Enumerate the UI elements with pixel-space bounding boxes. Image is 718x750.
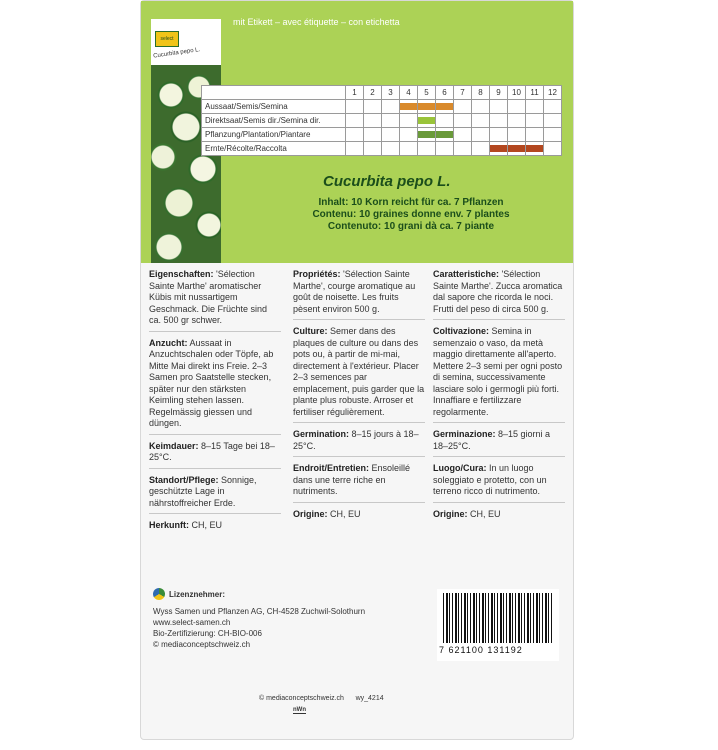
- calendar-cell: [508, 114, 526, 128]
- info-heading: Caratteristiche:: [433, 269, 500, 279]
- calendar-cell: [544, 128, 562, 142]
- calendar-cell: [508, 128, 526, 142]
- calendar-row-label: Pflanzung/Plantation/Piantare: [202, 128, 346, 142]
- contents-it: Contenuto: 10 grani dà ca. 7 piante: [327, 221, 495, 232]
- info-heading: Germination:: [293, 429, 350, 439]
- calendar-cell: [382, 114, 400, 128]
- info-heading: Standort/Pflege:: [149, 474, 219, 485]
- info-heading: Germinazione:: [433, 429, 496, 439]
- month-header: 12: [544, 86, 562, 100]
- calendar-cell: [490, 114, 508, 128]
- info-paragraph: [149, 475, 281, 515]
- licence-line3: Bio-Zertifizierung: CH-BIO-006: [153, 629, 262, 638]
- tag-plant-name: Cucurbita pepo L.: [152, 47, 201, 60]
- info-paragraph: [433, 509, 565, 525]
- calendar-cell: [454, 100, 472, 114]
- info-heading: Coltivazione:: [433, 326, 490, 336]
- calendar-cell: [544, 114, 562, 128]
- info-paragraph: [433, 269, 565, 320]
- sowing-calendar: [201, 85, 562, 156]
- calendar-cell: [364, 100, 382, 114]
- calendar-cell: [472, 114, 490, 128]
- info-paragraph: [149, 269, 281, 332]
- calendar-cell: [346, 114, 364, 128]
- calendar-cell: [454, 128, 472, 142]
- month-header: 4: [400, 86, 418, 100]
- licence-line1: Wyss Samen und Pflanzen AG, CH-4528 Zuchwil-Solothurn: [153, 607, 366, 616]
- calendar-row-label: Ernte/Récolte/Raccolta: [202, 142, 346, 156]
- column-german: [149, 269, 281, 542]
- info-text: CH, EU: [189, 520, 223, 530]
- calendar-cell: [364, 128, 382, 142]
- calendar-cell: [436, 128, 454, 142]
- info-text: 'Sélection Sainte Marthe', courge aromatique au goût de noisette. Les fruits pèsent environ 500 g.: [293, 269, 416, 314]
- info-text: CH, EU: [327, 508, 361, 519]
- info-paragraph: [293, 269, 425, 320]
- info-paragraph: [433, 326, 565, 423]
- calendar-cell: [526, 114, 544, 128]
- month-header: 11: [526, 86, 544, 100]
- calendar-bar: [436, 103, 453, 110]
- calendar-cell: [490, 142, 508, 156]
- calendar-cell: [472, 142, 490, 156]
- month-header: 3: [382, 86, 400, 100]
- label-note: mit Etikett – avec étiquette – con etichetta: [233, 17, 400, 27]
- calendar-cell: [508, 100, 526, 114]
- contents-fr: Contenu: 10 graines donne env. 7 plantes: [312, 209, 510, 220]
- info-paragraph: [433, 429, 565, 457]
- calendar-cell: [346, 128, 364, 142]
- calendar-header-row: [202, 86, 562, 100]
- info-heading: Keimdauer:: [149, 440, 199, 451]
- calendar-row: [202, 114, 562, 128]
- calendar-bar: [508, 145, 525, 152]
- info-paragraph: [149, 338, 281, 435]
- calendar-cell: [382, 142, 400, 156]
- info-text: Ensoleillé dans une terre riche en nutriments.: [293, 463, 411, 496]
- licence-head-text: Lizenznehmer:: [169, 590, 226, 599]
- info-text: In un luogo soleggiato e protetto, con un terreno ricco di nutrimento.: [433, 463, 547, 496]
- calendar-row-label: Aussaat/Semis/Semina: [202, 100, 346, 114]
- info-heading: Eigenschaften:: [149, 269, 214, 279]
- calendar-row: [202, 142, 562, 156]
- calendar-cell: [436, 114, 454, 128]
- month-header: 7: [454, 86, 472, 100]
- info-text: 8–15 giorni a 18–25°C.: [433, 429, 551, 451]
- calendar-cell: [400, 142, 418, 156]
- calendar-bar: [418, 103, 435, 110]
- footer-logo: nWn: [293, 707, 306, 713]
- month-header: 10: [508, 86, 526, 100]
- calendar-cell: [490, 100, 508, 114]
- calendar-bar: [526, 145, 543, 152]
- calendar-cell: [346, 142, 364, 156]
- calendar-cell: [364, 114, 382, 128]
- calendar-cell: [526, 100, 544, 114]
- calendar-cell: [526, 142, 544, 156]
- calendar-cell: [382, 100, 400, 114]
- barcode: [437, 589, 559, 661]
- info-text: Semer dans des plaques de culture ou dans des pots ou, à partir de mi-mai, directement à l'extérieur. Placer 2–3 semences par emplacement, puis garder que la plante plus robuste. Arroser et fertiliser régulièrement.: [293, 326, 425, 417]
- calendar-cell: [508, 142, 526, 156]
- info-heading: Propriétés:: [293, 269, 341, 279]
- calendar-cell: [364, 142, 382, 156]
- calendar-row-label: Direktsaat/Semis dir./Semina dir.: [202, 114, 346, 128]
- calendar-row: [202, 128, 562, 142]
- calendar-cell: [436, 142, 454, 156]
- calendar-cell: [400, 128, 418, 142]
- info-text: Aussaat in Anzuchtschalen oder Töpfe, ab Mitte Mai direkt ins Freie. 2–3 Samen pro Saatstelle stecken, später nur den stärksten Keimling stehen lassen. Regelmässig giessen und düngen.: [149, 337, 274, 428]
- info-text: 'Sélection Sainte Marthe' aromatischer Kübis mit nussartigem Geschmack. Die Früchte sind ca. 500 gr schwer.: [149, 269, 268, 325]
- column-french: [293, 269, 425, 530]
- info-text: Semina in semenzaio o vaso, da metà maggio direttamente all'aperto. Mettere 2–3 semi per ogni posto di semina, successivamente lasciare solo i germogli più forti. Innaffiare e fertilizzare regolarmente.: [433, 326, 563, 417]
- info-paragraph: [293, 509, 425, 525]
- info-paragraph: [293, 429, 425, 457]
- calendar-cell: [544, 142, 562, 156]
- info-heading: Culture:: [293, 326, 328, 336]
- footer-line: [259, 695, 384, 702]
- info-paragraph: [149, 520, 281, 536]
- calendar-bar: [400, 103, 417, 110]
- month-header: 6: [436, 86, 454, 100]
- calendar-cell: [526, 128, 544, 142]
- calendar-corner: [202, 86, 346, 100]
- info-text: 'Sélection Sainte Marthe'. Zucca aromatica dal sapore che ricorda le noci. Frutti del peso di circa 500 g.: [433, 269, 563, 314]
- calendar-cell: [454, 114, 472, 128]
- packet-top-panel: [141, 1, 573, 263]
- calendar-bar: [436, 131, 453, 138]
- brand-logo: select: [155, 31, 179, 47]
- footer-code: wy_4214: [355, 695, 384, 702]
- calendar-cell: [436, 100, 454, 114]
- info-paragraph: [293, 326, 425, 423]
- calendar-cell: [418, 128, 436, 142]
- calendar-cell: [382, 128, 400, 142]
- calendar-cell: [472, 128, 490, 142]
- seed-packet: [140, 0, 574, 740]
- info-text: CH, EU: [467, 508, 501, 519]
- footer-copyright: © mediaconceptschweiz.ch: [259, 695, 344, 702]
- calendar-cell: [418, 100, 436, 114]
- info-text: 8–15 Tage bei 18–25°C.: [149, 440, 275, 462]
- month-header: 8: [472, 86, 490, 100]
- calendar-cell: [346, 100, 364, 114]
- barcode-bars: [443, 593, 553, 643]
- info-text: Sonnige, geschützte Lage in nährstoffreicher Erde.: [149, 474, 257, 508]
- contents-block: [261, 197, 561, 233]
- info-heading: Origine:: [293, 508, 328, 519]
- calendar-cell: [418, 114, 436, 128]
- licence-heading: [153, 589, 413, 600]
- column-italian: [433, 269, 565, 530]
- calendar-bar: [418, 117, 435, 124]
- calendar-cell: [400, 100, 418, 114]
- info-paragraph: [433, 463, 565, 503]
- calendar-bar: [490, 145, 507, 152]
- licensee-logo-icon: [153, 588, 165, 600]
- info-heading: Origine:: [433, 508, 468, 519]
- calendar-cell: [490, 128, 508, 142]
- info-text: 8–15 jours à 18–25°C.: [293, 429, 419, 451]
- calendar-cell: [418, 142, 436, 156]
- calendar-cell: [472, 100, 490, 114]
- calendar-cell: [400, 114, 418, 128]
- info-heading: Anzucht:: [149, 337, 188, 348]
- calendar-bar: [418, 131, 435, 138]
- info-heading: Luogo/Cura:: [433, 463, 487, 473]
- info-heading: Herkunft:: [149, 520, 189, 530]
- info-heading: Endroit/Entretien:: [293, 463, 369, 473]
- month-header: 5: [418, 86, 436, 100]
- month-header: 9: [490, 86, 508, 100]
- species-title: Cucurbita pepo L.: [323, 173, 451, 190]
- month-header: 2: [364, 86, 382, 100]
- licence-block: [153, 589, 413, 650]
- contents-de: Inhalt: 10 Korn reicht für ca. 7 Pflanzen: [318, 197, 504, 208]
- licence-line4: © mediaconceptschweiz.ch: [153, 640, 251, 649]
- calendar-row: [202, 100, 562, 114]
- calendar-cell: [544, 100, 562, 114]
- barcode-number: 7 621100 131192: [439, 645, 523, 655]
- info-paragraph: [149, 441, 281, 469]
- month-header: 1: [346, 86, 364, 100]
- info-paragraph: [293, 463, 425, 503]
- calendar-cell: [454, 142, 472, 156]
- licence-line2: www.select-samen.ch: [153, 618, 231, 627]
